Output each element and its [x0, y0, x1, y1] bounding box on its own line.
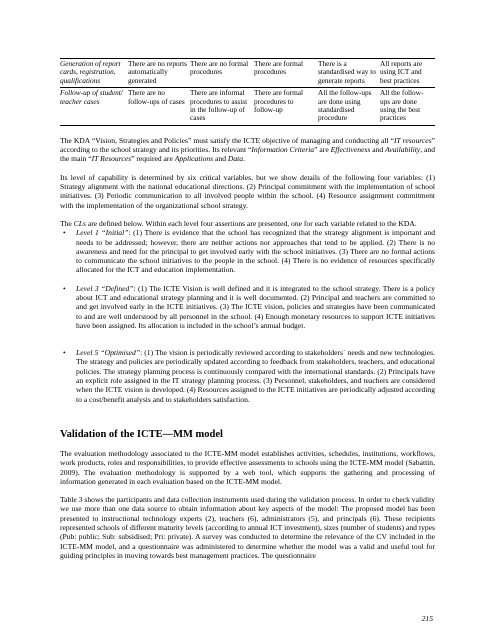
table-cell: There are no reports automatically generated [128, 59, 190, 88]
table-cell: There are formal procedures [254, 59, 318, 88]
table-cell: There are informal procedures to assist in the follow-up of cases [190, 88, 254, 126]
section-heading: Validation of the ICTE—MM model [60, 428, 223, 440]
table-cell: All the follow-ups are done using the best practices [380, 88, 435, 126]
variables-paragraph: Its level of capability is determined by six critical variables, but we show details of the following four variables: (1) Strategy alignment with the national educational directions. (2) Principal commitment with the implementation of school initiatives. (3) Periodic communication to all involved people within the school. (4) Resource assignment commitment with the implementation of the organizational school strategy. [60, 172, 435, 210]
methodology-paragraph: The evaluation methodology associated to the ICTE-MM model establishes activities, schedules, institutions, workflows, work products, roles and responsibilities, to provide effective assessments to schools using the ICTE-MM model (Sabattin, 2009). The evaluation methodology is supported by a web tool, which supports the gathering and processing of information generated in each evaluation based on the ICTE-MM model. [60, 448, 435, 486]
table-cell: There are no follow-ups of cases [128, 88, 190, 126]
kda-paragraph: The KDA “Vision, Strategies and Policies” must satisfy the ICTE objective of managing and conducting all “IT resources” according to the school strategy and its priorities. Its relevant “Information Criteria” are Effectiveness and Availability, and the main “IT Resources” required are Applications and Data. [60, 135, 436, 164]
page-number: 215 [421, 614, 433, 623]
list-item: • Level 1 “Initial”: (1) There is evidence that the school has recognized that the strategy alignment is important and needs to be addressed; however, there are neither actions nor approaches that tend to be applied. (2) There is no awareness and need for the principal to get involved early with the school initiatives. (3) There are no formal actions to communicate the school initiatives to the people in the school. (4) There is no evidence of resources specifically allocated for the ICT and education implementation. [63, 228, 436, 275]
table-cell: All reports are using ICT and best practices [380, 59, 435, 88]
table-cell: All the follow-ups are done using standardised procedure [318, 88, 380, 126]
table-row [60, 59, 435, 88]
list-item: • Level 3 “Defined”: (1) The ICTE Vision is well defined and it is integrated to the school strategy. There is a policy about ICT and educational strategy planning and it is well documented. (2) Principal and teachers are committed to and get involved early in the ICTE initiatives. (3) The ICTE vision, policies and strategies have been communicated to and are well understood by all personnel in the school. (4) Enough monetary resources to support ICTE initiatives have been assigned. Its allocation is included in the school’s annual budget. [63, 283, 435, 330]
capability-table [60, 58, 435, 126]
bullet-icon: • [63, 283, 66, 293]
table-cell: There are formal procedures to follow-up [254, 88, 318, 126]
page-body [60, 58, 435, 560]
levels-intro-paragraph: The CLs are defined below. Within each level four assertions are presented, one for each variable related to the KDA. [60, 218, 417, 228]
bullet-icon: • [63, 228, 66, 238]
validation-paragraph: Table 3 shows the participants and data collection instruments used during the validation process. In order to check validity we use more than one data source to obtain information about key aspects of the model: The proposed model has been presented to instructional technology experts (2), teachers (6), administrators (5), and principals (6). These recipients represented schools of different maturity levels (according to annual ICT investment), sizes (number of students) and types (Pub: public; Sub: subsidised; Pri: private). A survey was conducted to determine the relevance of the CV included in the ICTE-MM model, and a questionnaire was administered to determine whether the model was a valid and useful tool for guiding principles in moving towards best management practices. The questionnaire [60, 495, 435, 560]
level-list [60, 228, 435, 404]
table-row [60, 88, 435, 126]
list-item: • Level 5 “Optimised”: (1) The vision is periodically reviewed according to stakeholders` needs and new technologies. The strategy and policies are periodically updated according to feedback from stakeholders, teachers, and educational policies. The strategy planning process is continuously compared with the international standards. (2) Principals have an explicit role assigned in the IT strategy planning process. (3) Personnel, stakeholders, and teachers are considered when the ICTE vision is developed. (4) Resources assigned to the ICTE initiatives are periodically adjusted according to a cost/benefit analysis and to stakeholders satisfaction. [63, 348, 435, 404]
table-cell: There are no formal procedures [190, 59, 254, 88]
table-cell: Generation of report cards, registration, qualifications [60, 59, 128, 88]
bullet-icon: • [63, 348, 66, 358]
table-cell: Follow-up of student/ teacher cases [60, 88, 128, 126]
table-cell: There is a standardised way to generate reports [318, 59, 380, 88]
